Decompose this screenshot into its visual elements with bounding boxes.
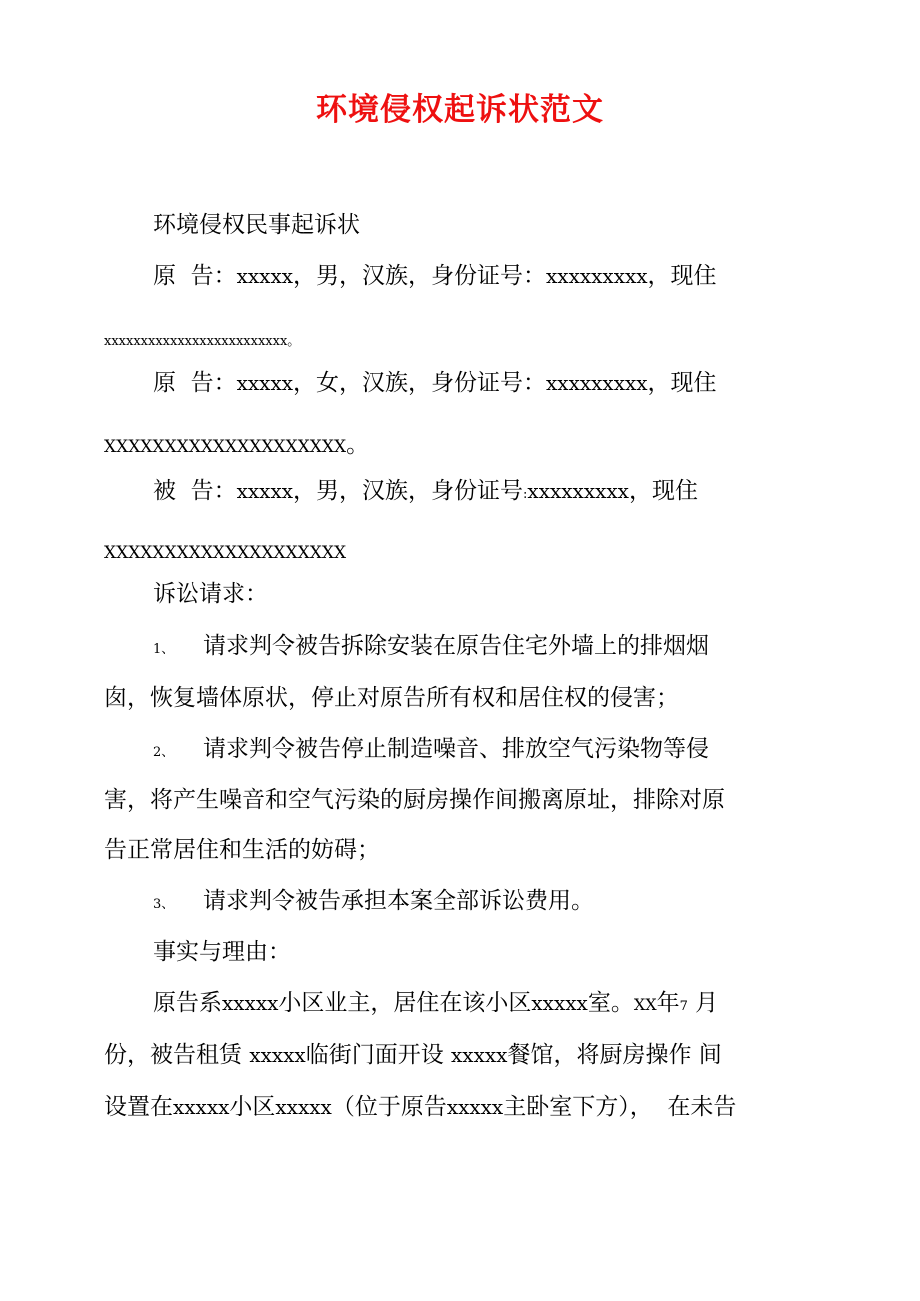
defendant-id: xxxxxxxxx — [527, 479, 629, 503]
page-title: 环境侵权起诉状范文 — [316, 92, 604, 128]
claim-2-line1 — [153, 735, 709, 767]
plaintiff1-rest: ，男，汉族，身份证号： — [293, 263, 547, 289]
facts-text: 小区 — [229, 1094, 276, 1120]
defendant-name: xxxxx — [236, 479, 294, 503]
defendant-address-line — [104, 537, 346, 567]
plaintiff1-address: xxxxxxxxxxxxxxxxxxxxxxxxx。 — [104, 334, 301, 349]
facts-text: 设置在 — [104, 1094, 173, 1120]
claim-2-text: 请求判令被告停止制造噪音、排放空气污染物等侵 — [203, 736, 709, 762]
facts-line3 — [104, 1093, 736, 1121]
claim-1-text: 请求判令被告拆除安装在原告住宅外墙上的排烟烟 — [203, 633, 709, 659]
claim-3-text: 请求判令被告承担本案全部诉讼费用。 — [203, 888, 594, 914]
defendant-rest: ，男，汉族，身份证号 — [293, 478, 524, 504]
facts-month: 7 — [679, 999, 688, 1014]
facts-text: 室。 — [587, 990, 634, 1016]
plaintiff1-address-line — [104, 324, 300, 356]
plaintiff2-address: XXXXXXXXXXXXXXXXXXXX — [104, 437, 347, 457]
facts-text: 主卧室下方）， 在未告 — [503, 1094, 737, 1120]
facts-text: 小区业主，居住在该小区 — [278, 990, 532, 1016]
plaintiff1-name: xxxxx — [236, 264, 294, 288]
facts-placeholder: xxxxx — [249, 1043, 306, 1067]
defendant-tail: ，现住 — [628, 478, 698, 504]
facts-text: （位于原告 — [331, 1094, 447, 1120]
facts-placeholder: xxxxx — [222, 991, 279, 1015]
claim-3-number: 3、 — [153, 897, 175, 912]
facts-placeholder: xxxxx — [275, 1095, 332, 1119]
claim-2-number: 2、 — [153, 745, 175, 760]
plaintiff2-id: xxxxxxxxx — [546, 371, 648, 395]
facts-placeholder: xxxxx — [451, 1043, 508, 1067]
defendant-colon: : — [523, 487, 528, 502]
plaintiff2-tail: ，现住 — [647, 370, 717, 396]
claim-3-line1 — [153, 887, 594, 919]
plaintiff2-line — [153, 369, 717, 397]
claim-1-line2: 囱，恢复墙体原状，停止对原告所有权和居住权的侵害； — [104, 685, 679, 711]
plaintiff1-tail: ，现住 — [647, 263, 717, 289]
document-heading: 环境侵权民事起诉状 — [153, 212, 360, 238]
facts-text: 餐馆，将厨房操作 间 — [507, 1042, 722, 1068]
facts-text: 月 — [687, 990, 719, 1016]
claim-1-line1 — [153, 632, 709, 664]
facts-placeholder: xxxxx — [446, 1095, 504, 1119]
claim-2-line2: 害，将产生噪音和空气污染的厨房操作间搬离原址，排除对原 — [104, 787, 725, 813]
claim-2-line3: 告正常居住和生活的妨碍； — [104, 837, 380, 863]
facts-placeholder: xxxxx — [173, 1095, 230, 1119]
facts-text: 原告系 — [153, 990, 222, 1016]
plaintiff2-name: xxxxx — [236, 371, 294, 395]
facts-line1 — [153, 989, 718, 1021]
plaintiff2-address-end: 。 — [346, 432, 370, 458]
claims-heading: 诉讼请求： — [153, 581, 268, 607]
claim-1-number: 1、 — [153, 642, 175, 657]
facts-placeholder: xxxxx — [531, 991, 588, 1015]
defendant-address: XXXXXXXXXXXXXXXXXXXX — [104, 543, 347, 563]
facts-text: 临街门面开设 — [305, 1042, 452, 1068]
plaintiff1-line — [153, 262, 717, 290]
plaintiff2-address-line — [104, 431, 369, 461]
defendant-label: 被 告： — [153, 478, 237, 504]
plaintiff1-id: xxxxxxxxx — [546, 264, 648, 288]
plaintiff1-label: 原 告： — [153, 263, 237, 289]
plaintiff2-label: 原 告： — [153, 370, 237, 396]
facts-text: 份，被告租赁 — [104, 1042, 250, 1068]
facts-text: 年 — [656, 990, 680, 1016]
plaintiff2-rest: ，女，汉族，身份证号： — [293, 370, 547, 396]
defendant-line — [153, 477, 698, 509]
facts-year: XX — [633, 995, 657, 1014]
facts-heading: 事实与理由： — [153, 939, 291, 965]
facts-line2 — [104, 1041, 722, 1069]
